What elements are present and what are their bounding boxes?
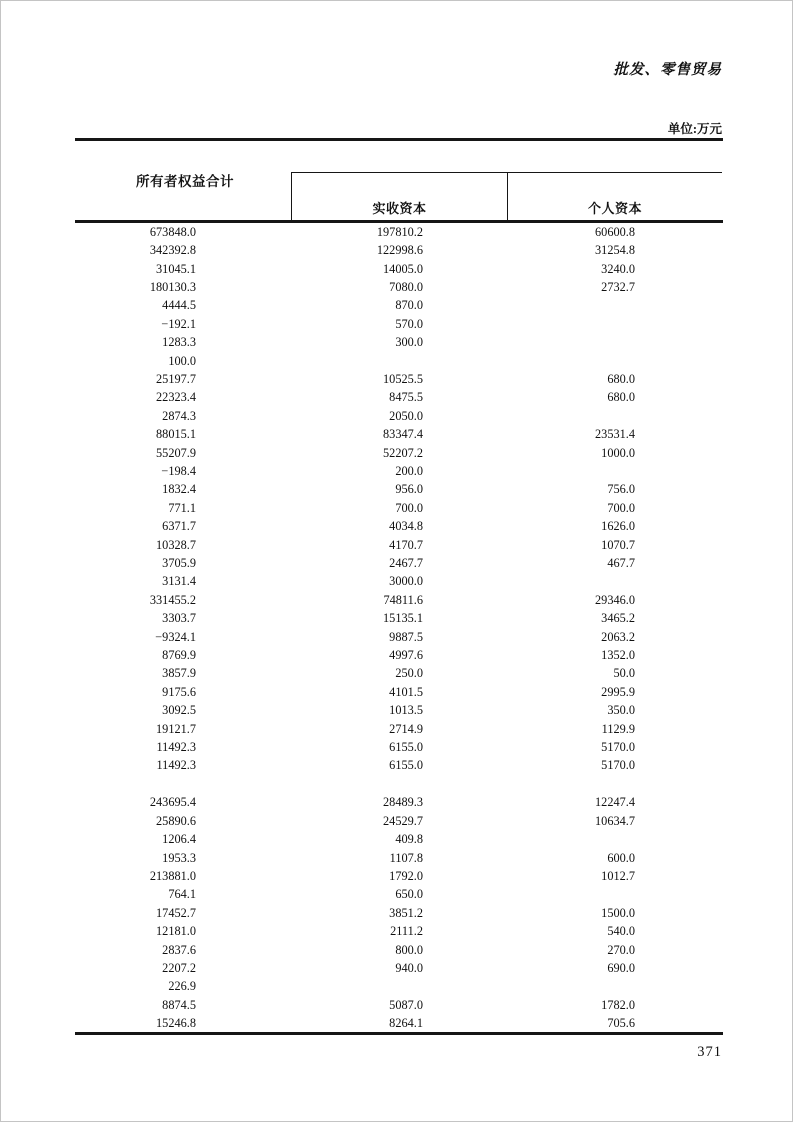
cell-paid-in-capital: 83347.4 [383,427,423,442]
cell-personal-capital: 1626.0 [601,519,635,534]
cell-owner-equity-total: 2874.3 [162,408,196,423]
cell-owner-equity-total: 15246.8 [156,1016,196,1031]
table-row [75,554,723,572]
cell-paid-in-capital: 700.0 [395,500,423,515]
cell-owner-equity-total: 88015.1 [156,427,196,442]
column-header-paid-in-capital: 实收资本 [292,173,508,220]
cell-paid-in-capital: 2467.7 [389,556,423,571]
table-row [75,407,723,425]
cell-owner-equity-total: 12181.0 [156,924,196,939]
cell-paid-in-capital: 3851.2 [389,905,423,920]
page-number: 371 [697,1044,722,1060]
table-row [75,241,723,259]
cell-owner-equity-total: 1953.3 [162,850,196,865]
cell-owner-equity-total: 4444.5 [162,298,196,313]
cell-paid-in-capital: 6155.0 [389,740,423,755]
cell-paid-in-capital: 1013.5 [389,703,423,718]
cell-owner-equity-total: 25197.7 [156,371,196,386]
table-row [75,830,723,848]
cell-paid-in-capital: 4997.6 [389,648,423,663]
table-row [75,757,723,775]
table-row [75,665,723,683]
cell-owner-equity-total: 771.1 [168,500,196,515]
cell-owner-equity-total: 331455.2 [149,592,196,607]
cell-paid-in-capital: 4101.5 [389,684,423,699]
table-row [75,536,723,554]
table-row [75,462,723,480]
table-row [75,628,723,646]
cell-personal-capital: 1500.0 [601,905,635,920]
table-row [75,794,723,812]
table-row [75,370,723,388]
cell-owner-equity-total: 243695.4 [149,795,196,810]
cell-paid-in-capital: 650.0 [395,887,423,902]
table-row [75,922,723,940]
cell-paid-in-capital: 28489.3 [383,795,423,810]
cell-paid-in-capital: 15135.1 [383,611,423,626]
cell-paid-in-capital: 570.0 [395,316,423,331]
cell-owner-equity-total: 673848.0 [149,224,196,239]
cell-paid-in-capital: 2111.2 [390,924,423,939]
table-row [75,425,723,443]
unit-label: 单位:万元 [667,122,722,136]
cell-owner-equity-total: 11492.3 [156,758,196,773]
cell-personal-capital: 3240.0 [601,261,635,276]
cell-paid-in-capital: 2050.0 [389,408,423,423]
cell-personal-capital: 3465.2 [601,611,635,626]
cell-personal-capital: 1352.0 [601,648,635,663]
cell-personal-capital: 690.0 [607,960,635,975]
cell-personal-capital: 540.0 [607,924,635,939]
table-row [75,573,723,591]
cell-owner-equity-total: −198.4 [161,463,196,478]
owner-equity-total-header: 所有者权益合计 [136,174,234,189]
table-row [75,959,723,977]
cell-owner-equity-total: 2207.2 [162,960,196,975]
cell-paid-in-capital: 870.0 [395,298,423,313]
cell-owner-equity-total: 2837.6 [162,942,196,957]
table-body [75,223,723,1033]
cell-paid-in-capital: 5087.0 [389,997,423,1012]
table-row [75,444,723,462]
cell-paid-in-capital: 122998.6 [376,243,423,258]
cell-owner-equity-total: −192.1 [161,316,196,331]
cell-paid-in-capital: 940.0 [395,960,423,975]
table-row [75,591,723,609]
cell-personal-capital: 680.0 [607,390,635,405]
cell-personal-capital: 705.6 [607,1016,635,1031]
cell-paid-in-capital: 1792.0 [389,868,423,883]
table-row [75,260,723,278]
cell-owner-equity-total: 3131.4 [162,574,196,589]
table-row [75,333,723,351]
cell-paid-in-capital: 6155.0 [389,758,423,773]
table-row [75,775,723,793]
cell-personal-capital: 2995.9 [601,684,635,699]
cell-owner-equity-total: 19121.7 [156,721,196,736]
cell-personal-capital: 756.0 [607,482,635,497]
cell-personal-capital: 600.0 [607,850,635,865]
cell-owner-equity-total: 213881.0 [149,868,196,883]
cell-personal-capital: 2732.7 [601,279,635,294]
cell-personal-capital: 270.0 [607,942,635,957]
cell-owner-equity-total: 9175.6 [162,684,196,699]
cell-personal-capital: 350.0 [607,703,635,718]
column-header-personal-capital: 个人资本 [587,201,642,216]
cell-personal-capital: 1782.0 [601,997,635,1012]
cell-paid-in-capital: 4170.7 [389,537,423,552]
cell-owner-equity-total: 1283.3 [162,335,196,350]
cell-owner-equity-total: 100.0 [168,353,196,368]
table-row [75,904,723,922]
table-row [75,352,723,370]
cell-owner-equity-total: 764.1 [168,887,196,902]
cell-paid-in-capital: 250.0 [395,666,423,681]
table-row [75,683,723,701]
cell-personal-capital: 1012.7 [601,868,635,883]
table-row [75,886,723,904]
sub-columns-header-box [291,172,722,220]
table-row [75,646,723,664]
cell-owner-equity-total: 31045.1 [156,261,196,276]
cell-personal-capital: 31254.8 [595,243,635,258]
cell-owner-equity-total: 17452.7 [156,905,196,920]
table-row [75,389,723,407]
cell-personal-capital: 5170.0 [601,740,635,755]
cell-owner-equity-total: 22323.4 [156,390,196,405]
cell-paid-in-capital: 8475.5 [389,390,423,405]
cell-personal-capital: 29346.0 [595,592,635,607]
cell-paid-in-capital: 197810.2 [376,224,423,239]
cell-personal-capital: 2063.2 [601,629,635,644]
table-row [75,996,723,1014]
cell-owner-equity-total: 6371.7 [162,519,196,534]
table-row [75,518,723,536]
table-row [75,278,723,296]
cell-paid-in-capital: 74811.6 [383,592,423,607]
table-row [75,849,723,867]
cell-personal-capital: 1000.0 [601,445,635,460]
table-top-rule [75,138,723,141]
cell-paid-in-capital: 8264.1 [389,1016,423,1031]
cell-owner-equity-total: 3092.5 [162,703,196,718]
cell-paid-in-capital: 4034.8 [389,519,423,534]
cell-paid-in-capital: 14005.0 [383,261,423,276]
cell-personal-capital: 60600.8 [595,224,635,239]
cell-personal-capital: 680.0 [607,371,635,386]
table-row [75,720,723,738]
cell-paid-in-capital: 200.0 [395,463,423,478]
cell-paid-in-capital: 1107.8 [389,850,423,865]
cell-personal-capital: 50.0 [613,666,635,681]
cell-personal-capital: 23531.4 [595,427,635,442]
cell-paid-in-capital: 3000.0 [389,574,423,589]
cell-owner-equity-total: 25890.6 [156,813,196,828]
cell-personal-capital: 700.0 [607,500,635,515]
cell-paid-in-capital: 9887.5 [389,629,423,644]
table-row [75,978,723,996]
table-row [75,941,723,959]
cell-paid-in-capital: 7080.0 [389,279,423,294]
cell-owner-equity-total: 55207.9 [156,445,196,460]
cell-paid-in-capital: 300.0 [395,335,423,350]
cell-owner-equity-total: 10328.7 [156,537,196,552]
cell-paid-in-capital: 956.0 [395,482,423,497]
cell-owner-equity-total: 180130.3 [149,279,196,294]
cell-personal-capital: 467.7 [607,556,635,571]
cell-personal-capital: 1129.9 [601,721,635,736]
table-row [75,702,723,720]
cell-personal-capital: 1070.7 [601,537,635,552]
cell-paid-in-capital: 800.0 [395,942,423,957]
cell-paid-in-capital: 2714.9 [389,721,423,736]
table-row [75,812,723,830]
cell-owner-equity-total: 226.9 [168,979,196,994]
cell-personal-capital: 10634.7 [595,813,635,828]
cell-personal-capital: 12247.4 [595,795,635,810]
cell-owner-equity-total: 8769.9 [162,648,196,663]
cell-owner-equity-total: 342392.8 [149,243,196,258]
cell-owner-equity-total: 3705.9 [162,556,196,571]
table-bottom-rule [75,1032,723,1035]
table-row [75,610,723,628]
table-row [75,499,723,517]
cell-owner-equity-total: 3857.9 [162,666,196,681]
cell-owner-equity-total: 1832.4 [162,482,196,497]
cell-personal-capital: 5170.0 [601,758,635,773]
table-row [75,1014,723,1032]
cell-paid-in-capital: 52207.2 [383,445,423,460]
cell-paid-in-capital: 409.8 [395,832,423,847]
table-row [75,315,723,333]
table-row [75,481,723,499]
table-row [75,738,723,756]
table-row [75,297,723,315]
category-header: 批发、零售贸易 [613,62,722,78]
table-row [75,223,723,241]
cell-owner-equity-total: 8874.5 [162,997,196,1012]
table-row [75,867,723,885]
cell-owner-equity-total: −9324.1 [155,629,196,644]
cell-paid-in-capital: 24529.7 [383,813,423,828]
cell-owner-equity-total: 3303.7 [162,611,196,626]
cell-owner-equity-total: 11492.3 [156,740,196,755]
cell-owner-equity-total: 1206.4 [162,832,196,847]
cell-paid-in-capital: 10525.5 [383,371,423,386]
